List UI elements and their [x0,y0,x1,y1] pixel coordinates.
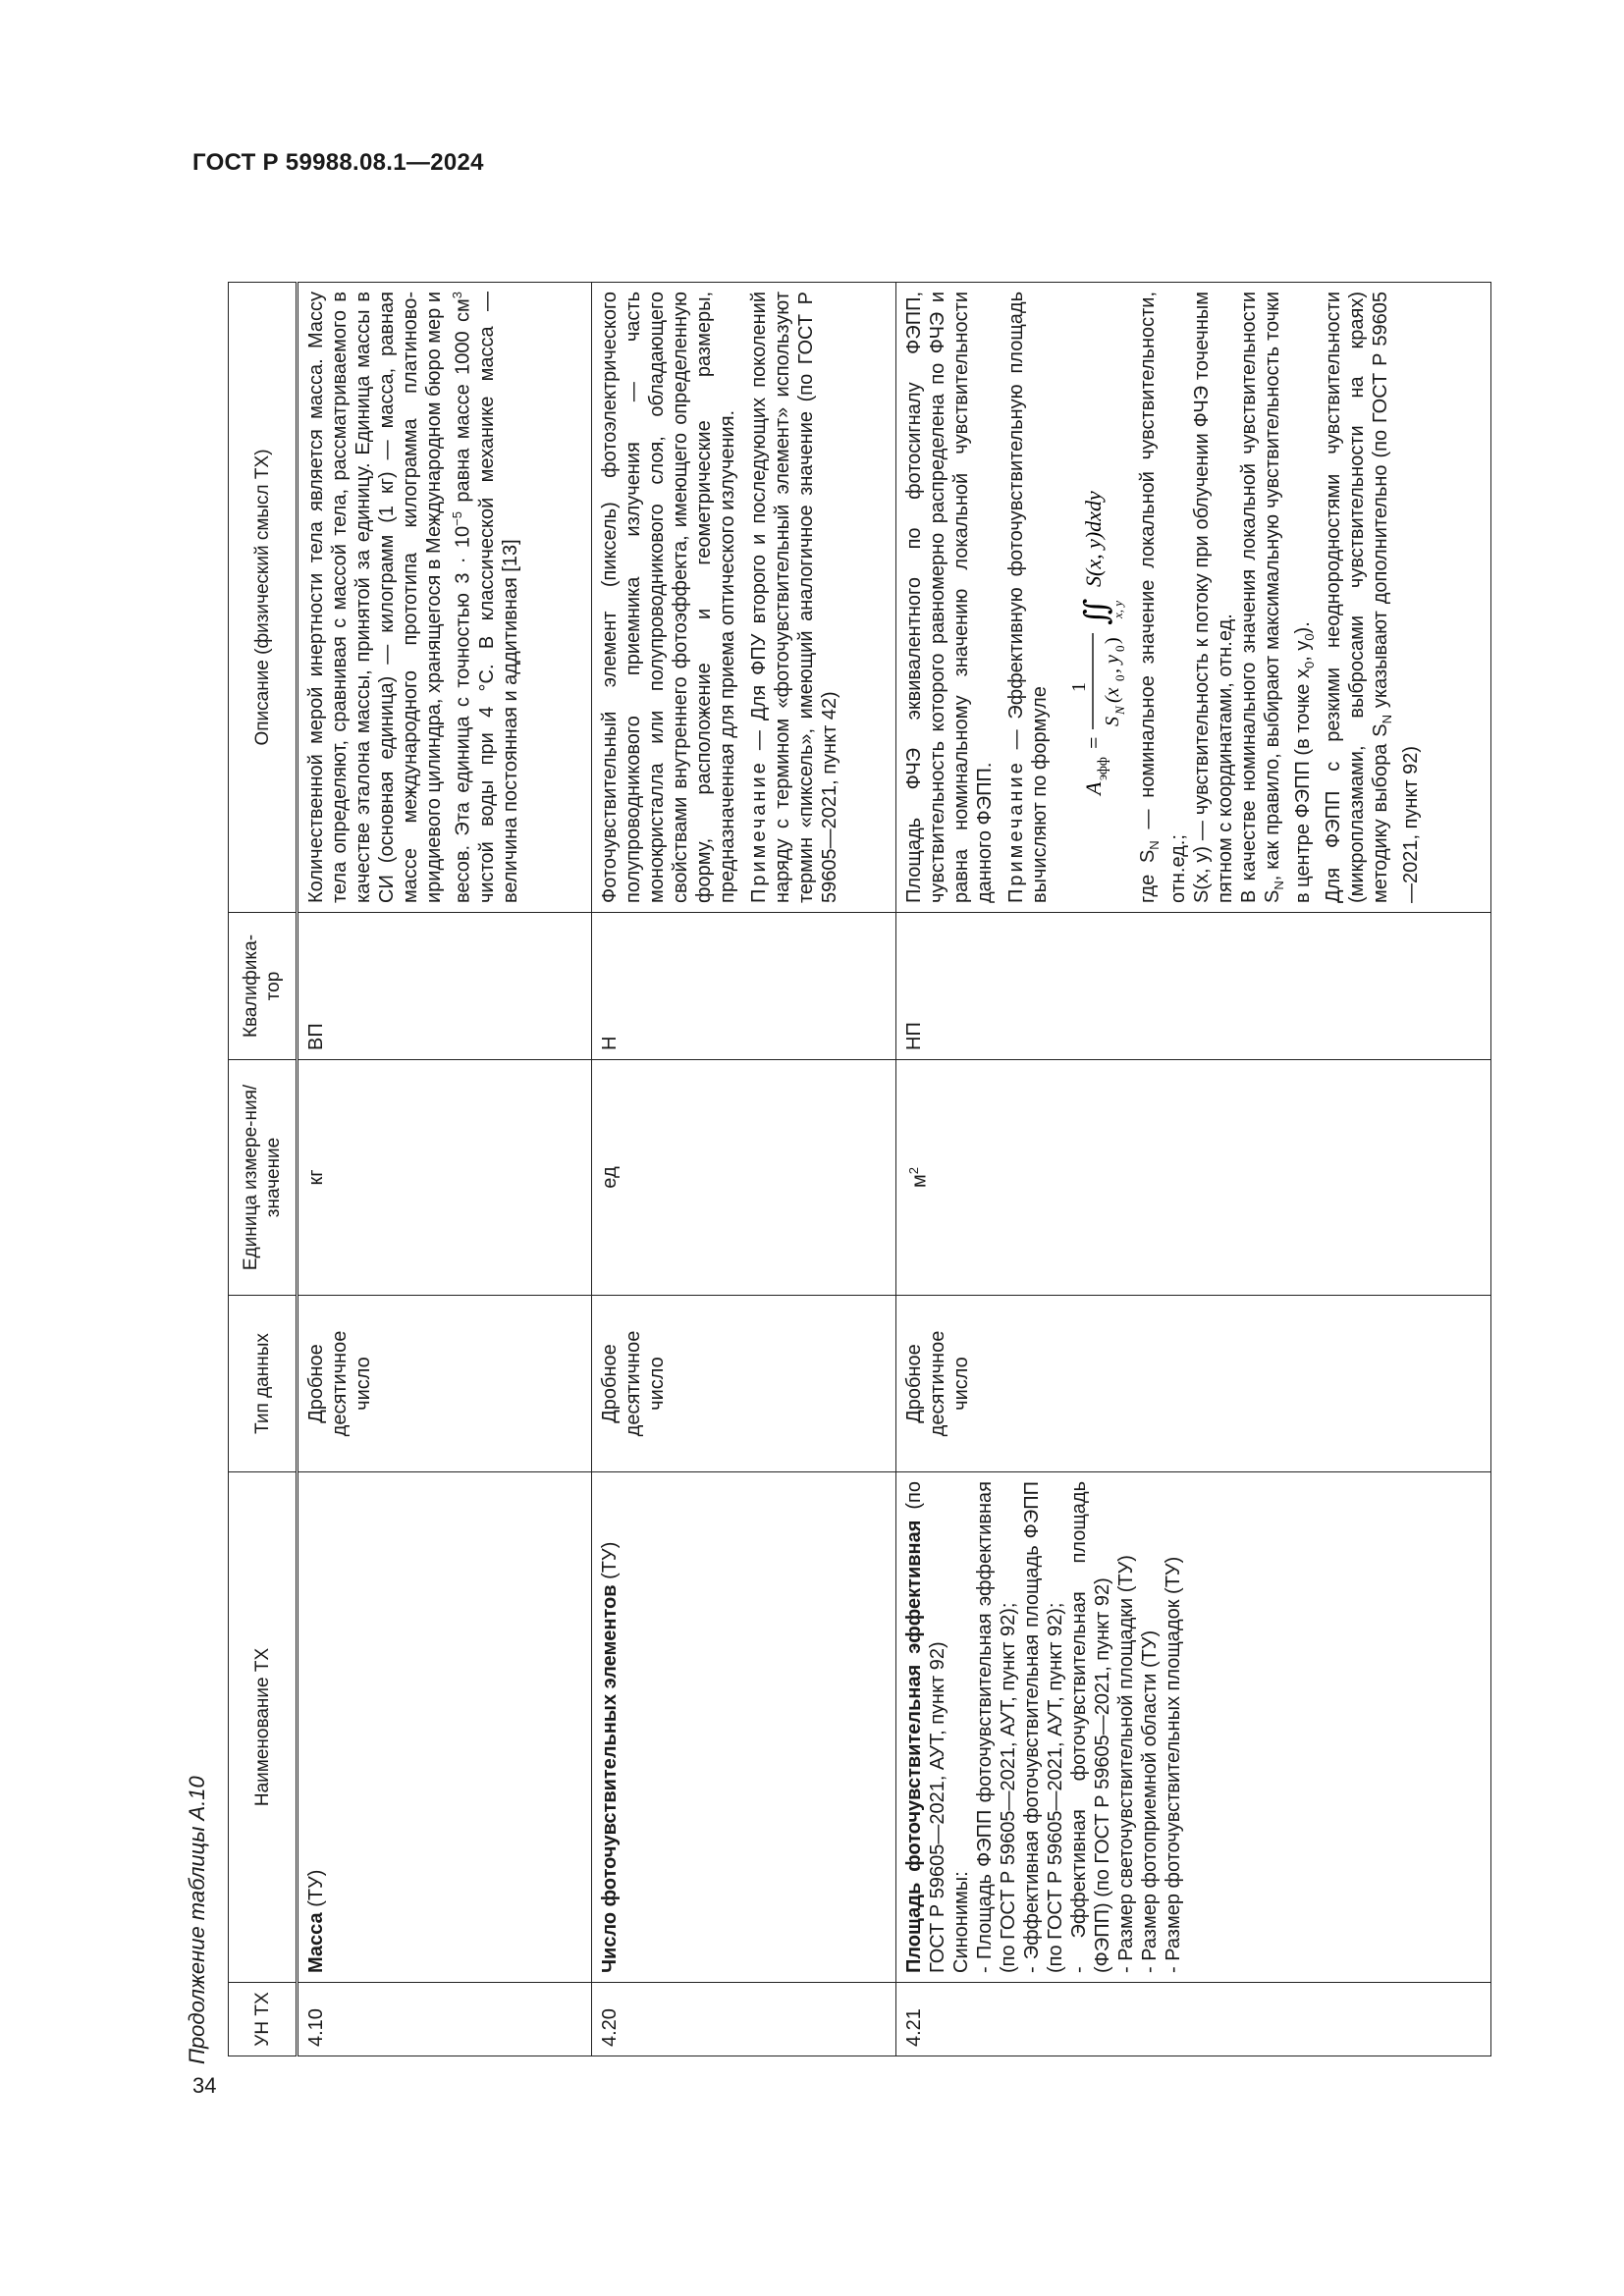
table-row [298,283,592,2056]
column-header-name: Наименование ТХ [229,1472,298,1983]
row-unit: ед [592,1060,896,1296]
unit-base: м [908,1174,931,1188]
row-name [896,1472,1491,1983]
synonym-item: - Площадь ФЭПП фоточувствительная эффективная (по ГОСТ Р 59605—2021, АУТ, пункт 92); [974,1481,1019,1973]
row-qualifier: Н [592,913,896,1060]
row-unit [896,1060,1491,1296]
formula-denominator: S [1102,717,1123,726]
row-name-bold: Масса [305,1912,327,1973]
extra-text: В качестве номинального значения локальной чувствительности S [1238,292,1283,903]
extra-sub: N [1380,714,1394,724]
formula-x0-sub: 0 [1112,674,1127,681]
characteristics-table [228,282,1491,2056]
extra-text: , y [1292,640,1314,662]
extra-sub: 0 [1302,661,1317,669]
page-number: 34 [192,2073,217,2098]
row-name [298,1472,592,1983]
formula-denominator-arg-end: ) [1102,637,1123,644]
formula-integrand: S(x, y)dxdy [1081,491,1106,587]
note-label: Примечание [1005,760,1027,903]
formula-numerator: 1 [1068,682,1090,692]
where-text: — номинальное значение локальной чувствительности, отн.ед.; [1137,292,1189,903]
description-text: равна массе 1000 см [452,298,474,511]
note-paragraph [747,292,841,903]
synonym-item: - Эффективная фоточувствительная площадь ФЭПП (по ГОСТ Р 59605—2021, АУТ, пункт 92); [1021,1481,1066,1973]
extra-sub: 0 [1302,633,1317,641]
description-text: Фоточувствительный элемент (пиксель) фотоэлектрического полупроводникового приемника излучения — часть монокристалла или полупроводникового слоя, обладающего свойствами внутреннего фотоэффекта, имеющего определенную форму, расположение и геометрические размеры, предназначенная для приема оптического излучения. [599,292,738,903]
row-description [592,283,896,913]
note-text: — Эффективную фоточувствительную площадь вычисляют по формуле [1005,292,1051,903]
extra-text: ). [1292,621,1314,634]
row-qualifier: НП [896,913,1491,1060]
description-text: чистой воды при 4 °С. В классической механике масса — величина постоянная и аддитивная [13] [475,292,521,903]
formula-domain: x, y [1110,600,1125,618]
exponent: 3 [450,292,464,299]
formula-where [1136,292,1190,903]
row-name-bold: Площадь фоточувствительная эффективная [903,1520,925,1973]
row-name-suffix: (по ГОСТ Р 59605—2021, АУТ, пункт 92) [903,1480,948,1973]
column-header-description: Описание (физический смысл ТХ) [229,283,298,913]
exponent: −5 [450,510,464,526]
where-sub: N [1147,840,1162,850]
row-data-type: Дробное десятичное число [298,1296,592,1472]
formula-denominator-arg-mid: , y [1102,655,1123,673]
table-header-row [229,283,298,2056]
extra-paragraph [1237,292,1322,903]
column-header-unit: Единица измере-ния/значение [229,1060,298,1296]
description-text: Площадь ФЧЭ эквивалентного по фотосигналу ФЭПП, чувствительность которого равномерно распределена по ФЧЭ и равна номинальному значению локальной чувствительности данного ФЭПП. [903,292,996,903]
synonym-item: - Размер светочувствительной площадки (ТУ) [1115,1555,1137,1973]
where-text: где S [1137,849,1159,903]
formula-lhs-sub: эфф [1096,757,1110,780]
row-name [592,1472,896,1983]
formula-denominator-sub: N [1112,706,1127,715]
row-id: 4.21 [896,1983,1491,2056]
double-integral-sign: ∬ [1078,598,1113,625]
formula-denominator-arg: (x [1102,687,1123,703]
synonym-item: - Размер фотоприемной области (ТУ) [1139,1629,1161,1973]
column-header-data-type: Тип данных [229,1296,298,1472]
table-row [896,283,1491,2056]
note-label: Примечание [748,760,770,903]
rotated-table-area [173,253,1449,2064]
synonym-item: - Эффективная фоточувствительная площадь (ФЭПП) (по ГОСТ Р 59605—2021, пункт 92) [1068,1481,1113,1973]
formula-equals: = [1081,736,1106,749]
row-description [896,283,1491,913]
column-header-qualifier: Квалифика-тор [229,913,298,1060]
table-row [592,283,896,2056]
row-data-type: Дробное десятичное число [592,1296,896,1472]
table-caption: Продолжение таблицы А.10 [185,1776,209,2064]
row-id: 4.20 [592,1983,896,2056]
row-description [298,283,592,913]
extra-text: Для ФЭПП с резкими неоднородностями чувствительности (микроплазмами, выбросами чувствительности на краях) методику выбора S [1323,292,1391,903]
row-name-suffix: (ТУ) [305,1869,327,1913]
effective-area-formula [1057,292,1126,903]
row-name-suffix: (ТУ) [599,1541,621,1585]
formula-graphic [1057,314,1128,903]
extra-text: указывают дополнительно (по ГОСТ Р 59605—2021, пункт 92) [1370,291,1422,903]
extra-paragraph-2 [1322,292,1423,903]
row-unit: кг [298,1060,592,1296]
extra-text: , как правило, выбирают максимальную чувствительность точки в центре ФЭПП (в точке x [1262,292,1314,903]
unit-exponent: 2 [906,1167,921,1175]
formula-lhs: A [1081,781,1106,795]
description-text: Количественной мерой инертности тела является масса. Массу тела определяют, сравнивая с массой тела, рассматриваемого в качестве эталона массы, принятой за единицу. Единица массы в СИ (основная единица) — килограмм (1 кг) — масса, равная массе международного прототипа килограмма платиново-иридиевого цилиндра, хранящегося в Международном бюро мер и весов. Эта единица с точностью 3 · 10 [305,292,474,903]
formula-y0-sub: 0 [1112,645,1127,652]
synonym-item: - Размер фоточувствительных площадок (ТУ) [1163,1556,1184,1973]
synonyms-label: Синонимы: [950,1871,972,1973]
extra-sub: N [1272,881,1286,890]
column-header-id: УН ТХ [229,1983,298,2056]
note-text: — Для ФПУ второго и последующих поколений наряду с термином «фоточувствительный элемент» используют термин «пиксель», имеющий аналогичное значение (по ГОСТ Р 59605—2021, пункт 42) [748,292,840,903]
note-paragraph [1004,292,1052,903]
row-name-bold: Число фоточувствительных элементов [599,1584,621,1973]
document-header: ГОСТ Р 59988.08.1—2024 [192,149,484,176]
synonyms-list [973,1481,1185,1973]
row-qualifier: ВП [298,913,592,1060]
row-data-type: Дробное десятичное число [896,1296,1491,1472]
row-id: 4.10 [298,1983,592,2056]
formula-where-2: S(x, y) — чувствительность к потоку при облучении ФЧЭ точечным пятном с координатами, отн.ед. [1191,292,1236,903]
